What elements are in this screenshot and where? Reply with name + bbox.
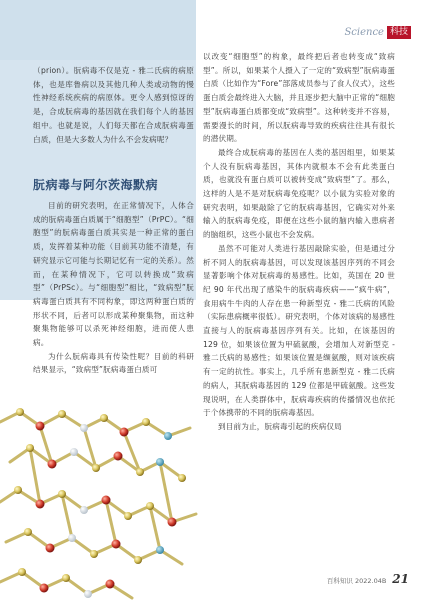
right-paragraph-3: 虽然不可能对人类进行基因敲除实验，但是通过分析不同人的朊病毒基因，可以发现该基因序列的不同会显著影响个体对朊病毒的易感性。比如，英国在 20 世纪 90 年代出现了感染牛的朊病毒疾病——“疯牛病”，食用病牛牛肉的人存在患一种新型克 - 雅二氏病的风险（实际患病概率很低）。研究表明，个体对该病的易感性直接与人的朊病毒基因序列有关。比如，在该基因的 129 位，如果该位置为甲硫氨酸，会增加人对新型克 - 雅二氏病的易感性；如果该位置是缬氨酸，则对该疾病有一定的抗性。事实上，几乎所有患新型克 - 雅二氏病的病人，其朊病毒基因的 129 位都是甲硫氨酸。这些发现说明，在人类群体中，朊病毒疾病的传播情况也依托于个体携带的不同的朊病毒基因。: [203, 243, 395, 418]
page-number: 21: [392, 572, 409, 586]
left-body: [33, 199, 194, 377]
section-header: [344, 26, 411, 39]
right-body: [203, 50, 395, 434]
left-tinted-panel-top: [0, 0, 196, 60]
right-paragraph-4: 到目前为止，朊病毒引起的疾病仅局: [218, 421, 342, 431]
section-heading: 朊病毒与阿尔茨海默病: [33, 178, 159, 192]
right-paragraph-1: 以改变“细胞型”的构象，最终把后者也转变成“致病型”。所以，如果某个人摄入了一定的“致病型”朊病毒蛋白质（比如作为“Fore”部落成员参与了食人仪式），这些蛋白质会最终进入大脑，并且逐步把大脑中正常的“细胞型”朊病毒蛋白质都变成“致病型”。这种转变并不容易，需要漫长的时间，所以朊病毒导致的疾病往往具有很长的潜伏期。: [203, 52, 395, 144]
page-footer: [327, 572, 409, 586]
section-label-cn: 科技: [387, 26, 411, 39]
intro-paragraph: （prion）。朊病毒不仅是克 - 雅二氏病的病原体，也是库鲁病以及其他几种人类或动物的慢性神经系统疾病的病原体。更令人感到惊讶的是，合成朊病毒的基因就在我们每个人的基因组中。也就是说，人们每天都在合成朊病毒蛋白质，但是大多数人为什么不会发病呢？: [33, 66, 194, 144]
footer-source: 百科知识 2022.04B: [326, 577, 387, 585]
left-intro: [33, 64, 194, 146]
right-paragraph-2: 最终合成朊病毒的基因在人类的基因组里，如果某个人没有朊病毒基因，其体内就根本不会有此类蛋白质，也就没有蛋白质可以被转变成“致病型”了。那么，这样的人是不是对朊病毒免疫呢？以小鼠为实验对象的研究表明，如果敲除了它的朊病毒基因，它确实对外来输入的朊病毒免疫，即便在这些小鼠的脑内输入患病者的脑组织，这些小鼠也不会发病。: [203, 147, 395, 240]
molecule-illustration: [0, 392, 200, 601]
left-paragraph-1: 目前的研究表明，在正常情况下，人体合成的朊病毒蛋白质属于“细胞型”（PrPC）。“细胞型”的朊病毒蛋白质其实是一种正常的蛋白质，发挥着某种功能（目前其功能不清楚，有研究显示它可能与长期记忆有一定的关系）。然而，在某种情况下，它可以转换成“致病型”（PrPSc）。与“细胞型”相比，“致病型”朊病毒蛋白质具有不同构象，即这两种蛋白质的形状不同，后者可以形成某种聚集物，而这种聚集物能够可以杀死神经细胞，进而使人患病。: [33, 201, 194, 348]
left-paragraph-2: 为什么朊病毒具有传染性呢？目前的科研结果显示，“致病型”朊病毒蛋白质可: [33, 351, 194, 375]
section-label-en: Science: [344, 27, 384, 38]
